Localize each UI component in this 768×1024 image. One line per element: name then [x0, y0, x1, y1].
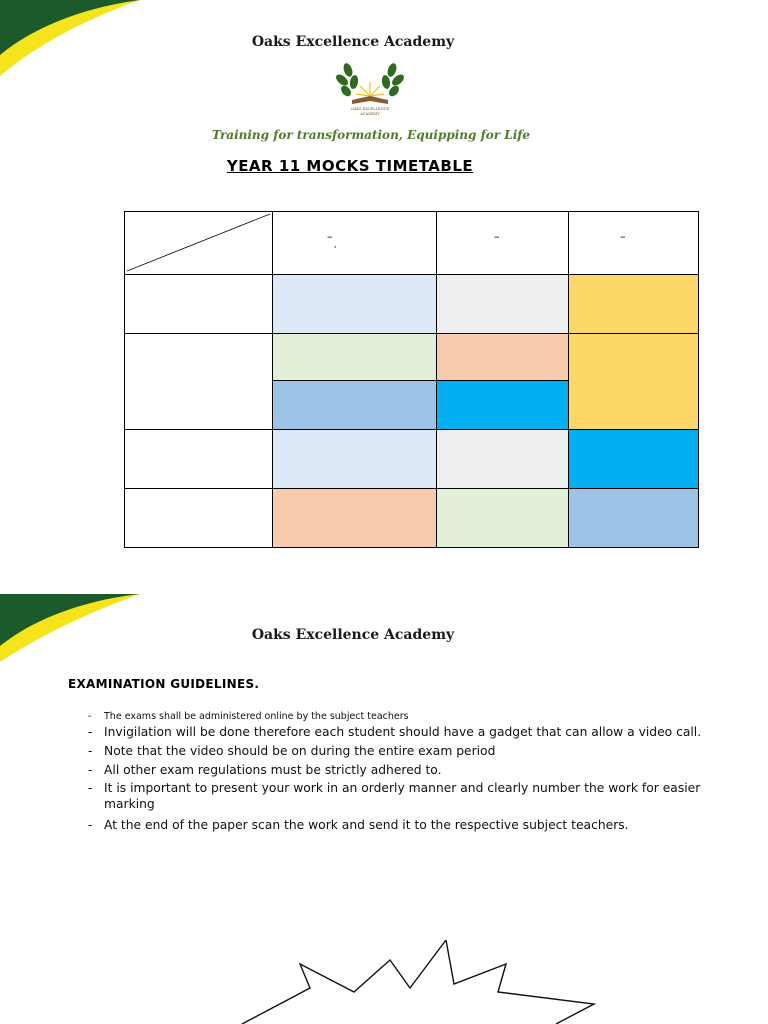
guideline-item: - Note that the video should be on during the entire exam period: [88, 742, 728, 761]
guideline-item: - At the end of the paper scan the work and send it to the respective subject teachers.: [88, 816, 728, 835]
header-mark-3: –: [620, 230, 626, 243]
svg-text:OAKS EXCELLENCE: OAKS EXCELLENCE: [350, 107, 390, 111]
cell-r3-c3: [568, 429, 699, 488]
cell-r3-c2: [436, 429, 568, 488]
table-border: [698, 211, 699, 548]
timetable: [124, 211, 699, 548]
timetable-title: YEAR 11 MOCKS TIMETABLE: [226, 157, 474, 175]
row-divider: [272, 380, 568, 381]
cell-r4-c3: [568, 488, 699, 548]
table-border: [124, 547, 699, 548]
cell-r2-c3-merged: [568, 333, 699, 429]
row-divider: [124, 429, 699, 430]
cell-r4-c2: [436, 488, 568, 548]
starburst-shape: [236, 940, 606, 1024]
row-divider: [124, 274, 699, 275]
header-mark-2: –: [494, 230, 500, 243]
cell-r1-c1: [272, 274, 436, 333]
cell-r4-c1: [272, 488, 436, 548]
cell-r1-c3: [568, 274, 699, 333]
column-divider: [568, 211, 569, 548]
header-mark-1-tick: ,: [334, 240, 337, 249]
guideline-item: - Invigilation will be done therefore each student should have a gadget that can allow a video call.: [88, 723, 728, 742]
guideline-item: - The exams shall be administered online by the subject teachers: [88, 710, 728, 723]
cell-r2a-c1: [272, 333, 436, 380]
svg-text:ACADEMY: ACADEMY: [360, 112, 380, 116]
row-divider: [124, 333, 699, 334]
academy-logo: [334, 60, 406, 118]
guidelines-title: EXAMINATION GUIDELINES.: [68, 677, 260, 691]
cell-r2b-c2: [436, 380, 568, 429]
school-name: Oaks Excellence Academy: [251, 34, 455, 50]
row-divider: [124, 488, 699, 489]
cell-r2a-c2: [436, 333, 568, 380]
header-diagonal-line: [124, 211, 272, 274]
school-name-page2: Oaks Excellence Academy: [251, 627, 455, 643]
cell-r2b-c1: [272, 380, 436, 429]
guideline-item: - It is important to present your work in an orderly manner and clearly number the work for easier marking: [88, 780, 728, 812]
header-mark-1: –: [327, 230, 333, 243]
school-motto: Training for transformation, Equipping for Life: [211, 128, 531, 142]
guideline-item: - All other exam regulations must be strictly adhered to.: [88, 761, 728, 780]
cell-r1-c2: [436, 274, 568, 333]
cell-r3-c1: [272, 429, 436, 488]
guidelines-list: [88, 710, 728, 835]
